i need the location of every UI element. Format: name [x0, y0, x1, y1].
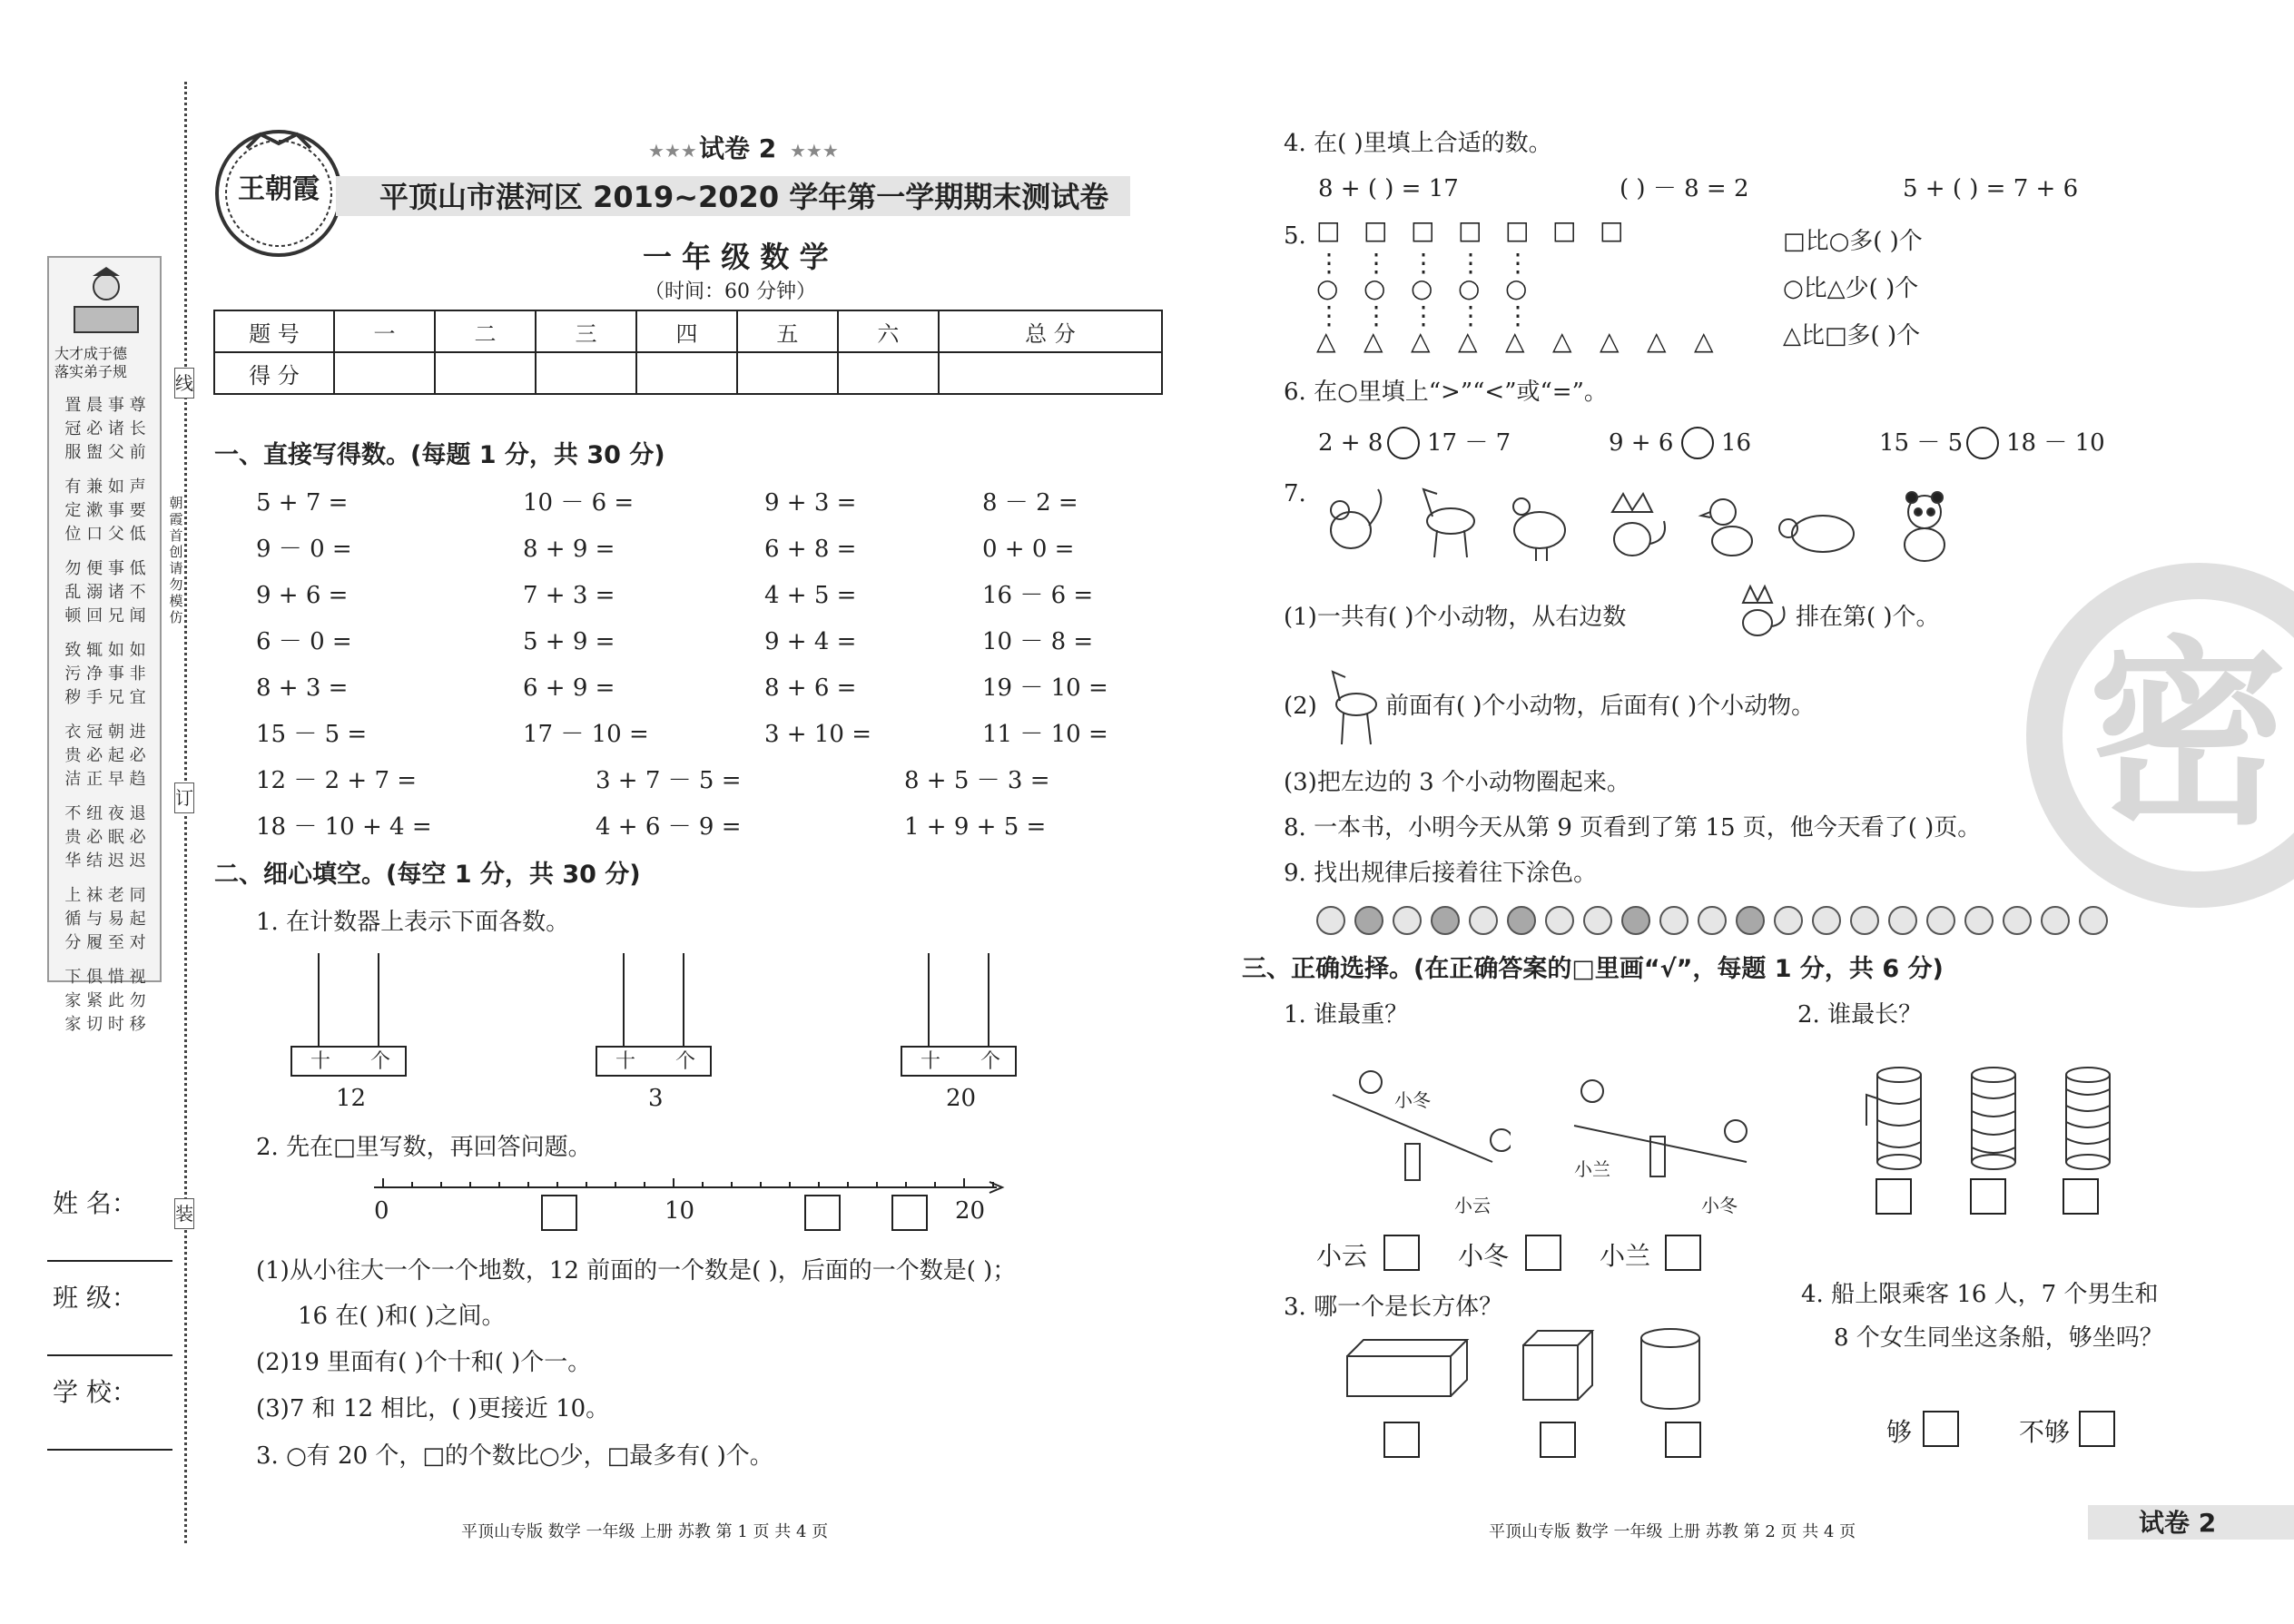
score-cell[interactable] — [838, 352, 939, 394]
s2-q1: 1. 在计数器上表示下面各数。 — [256, 909, 570, 936]
exam-badge: 试卷 2 — [699, 133, 777, 163]
square-shape: □ — [1458, 215, 1482, 245]
r-q6: 6. 在○里填上“>”“<”或“=”。 — [1284, 379, 1608, 406]
triangle-shape: △ — [1647, 326, 1667, 356]
color-bead[interactable] — [1926, 906, 1955, 935]
abacus-1-tens: 十 — [310, 1050, 331, 1073]
dot-mark: ⋮ — [1505, 300, 1531, 330]
mental-math-item[interactable]: 4 + 6 － 9 = — [596, 813, 742, 841]
c1-option-box-2[interactable] — [1525, 1235, 1561, 1271]
q7-2-b: 前面有( )个小动物，后面有( )个小动物。 — [1385, 693, 1816, 720]
dot-mark: ⋮ — [1316, 300, 1342, 330]
mental-math-item[interactable]: 5 + 7 = — [256, 489, 349, 517]
abacus-3[interactable] — [901, 953, 1019, 1117]
q7-1-b: 排在第( )个。 — [1796, 604, 1940, 631]
footer-tag: 试卷 2 — [2139, 1508, 2217, 1538]
c4-option-label-1: 够 — [1886, 1417, 1913, 1447]
r-q5: 5. — [1284, 222, 1306, 250]
q5-question-3: △比□多( )个 — [1783, 322, 1921, 349]
triangle-shape: △ — [1694, 326, 1714, 356]
score-cell[interactable] — [636, 352, 737, 394]
color-bead[interactable] — [1850, 906, 1879, 935]
motto-line-16: 不 纽 夜 退 — [64, 804, 146, 823]
mental-math-item[interactable]: 10 － 8 = — [982, 628, 1094, 655]
mental-math-item[interactable]: 7 + 3 = — [523, 582, 615, 609]
circle-shape: ○ — [1458, 273, 1481, 303]
s2-q2-2: (2)19 里面有( )个十和( )个一。 — [256, 1349, 592, 1376]
score-cell[interactable] — [435, 352, 536, 394]
turtle-icon — [1779, 516, 1854, 552]
cut-mark-ding: 订 — [174, 782, 194, 813]
color-bead[interactable] — [1812, 906, 1841, 935]
dot-mark: ⋮ — [1411, 248, 1436, 278]
motto-line-3: 服 盥 父 前 — [64, 443, 146, 462]
color-bead[interactable] — [1621, 906, 1650, 935]
triangle-shape: △ — [1411, 326, 1431, 356]
q6-right-3: 18 － 10 — [2006, 429, 2105, 457]
mental-math-item[interactable]: 8 － 2 = — [982, 489, 1078, 517]
motto-line-22: 下 俱 惜 视 — [64, 968, 146, 987]
numberline-answer-box-2[interactable] — [804, 1195, 841, 1231]
motto-line-11: 污 净 事 非 — [64, 664, 146, 684]
subject-title: 一 年 级 数 学 — [643, 240, 829, 274]
mental-math-item[interactable]: 19 － 10 = — [982, 674, 1108, 702]
mental-math-item[interactable]: 6 － 0 = — [256, 628, 352, 655]
mental-math-item[interactable]: 8 + 6 = — [764, 674, 857, 702]
school-label: 学 校： — [53, 1377, 137, 1407]
numberline-label-20: 20 — [955, 1197, 986, 1225]
circle-shape: ○ — [1316, 273, 1339, 303]
color-bead[interactable] — [1431, 906, 1460, 935]
footer-left: 平顶山专版 数学 一年级 上册 苏教 第 1 页 共 4 页 — [461, 1522, 829, 1541]
color-bead[interactable] — [1507, 906, 1536, 935]
score-cell[interactable] — [939, 352, 1162, 394]
spools — [1859, 1062, 2159, 1189]
score-header-5: 五 — [737, 310, 838, 352]
c1-option-box-1[interactable] — [1383, 1235, 1420, 1271]
motto-line-8: 乱 溺 诸 不 — [64, 583, 146, 602]
motto-line-20: 循 与 易 起 — [64, 910, 146, 929]
abacus-1[interactable] — [290, 953, 409, 1117]
mental-math-item[interactable]: 5 + 9 = — [523, 628, 615, 655]
color-bead[interactable] — [1659, 906, 1689, 935]
seesaw-scene-1 — [1329, 1062, 1511, 1198]
q5-question-2: ○比△少( )个 — [1783, 275, 1919, 302]
dot-mark: ⋮ — [1364, 300, 1389, 330]
motto-line-2: 冠 必 诸 长 — [64, 419, 146, 438]
circle-shape: ○ — [1505, 273, 1528, 303]
color-bead[interactable] — [1736, 906, 1765, 935]
c4-question-line-2: 8 个女生同坐这条船，够坐吗？ — [1834, 1324, 2163, 1352]
square-shape: □ — [1600, 215, 1624, 245]
r-q9: 9. 找出规律后接着往下涂色。 — [1284, 860, 1598, 887]
score-header-label: 题 号 — [214, 310, 334, 352]
mental-math-item[interactable]: 1 + 9 + 5 = — [904, 813, 1047, 841]
horse-icon — [1423, 489, 1474, 557]
badge-stars-left: ★★★ — [648, 140, 697, 162]
color-bead[interactable] — [1393, 906, 1422, 935]
brand-name: 王朝霞 — [238, 173, 320, 205]
score-row-label: 得 分 — [214, 352, 334, 394]
r-q4-item-1: 8 + ( ) = 17 — [1318, 175, 1459, 202]
motto-line-7: 勿 便 事 低 — [64, 559, 146, 578]
score-header-2: 二 — [435, 310, 536, 352]
panda-icon — [1905, 492, 1944, 561]
triangle-shape: △ — [1364, 326, 1383, 356]
q6-right-1: 17 － 7 — [1427, 429, 1511, 457]
dot-mark: ⋮ — [1458, 300, 1483, 330]
c2-question: 2. 谁最长？ — [1797, 1001, 1923, 1029]
score-cell[interactable] — [334, 352, 435, 394]
abacus-2-number: 3 — [648, 1085, 664, 1112]
motto-line-14: 贵 必 起 必 — [64, 746, 146, 765]
triangle-shape: △ — [1552, 326, 1572, 356]
dot-mark: ⋮ — [1458, 248, 1483, 278]
score-cell[interactable] — [536, 352, 636, 394]
mental-math-item[interactable]: 9 + 4 = — [764, 628, 857, 655]
color-bead[interactable] — [2003, 906, 2032, 935]
fox-small-icon — [1730, 581, 1794, 641]
color-bead[interactable] — [1545, 906, 1574, 935]
motto-line-24: 家 切 时 移 — [64, 1015, 146, 1034]
s2-q2-1: (1)从小往大一个一个地数，12 前面的一个数是( )，后面的一个数是( )； — [256, 1257, 1017, 1284]
s2-q3: 3. ○有 20 个，□的个数比○少，□最多有( )个。 — [256, 1442, 773, 1470]
motto-text — [58, 394, 153, 1037]
motto-line-10: 致 辄 如 如 — [64, 641, 146, 660]
mental-math-item[interactable]: 17 － 10 = — [523, 721, 649, 748]
abacus-3-ones: 个 — [980, 1050, 1001, 1073]
motto-line-13: 衣 冠 朝 进 — [64, 723, 146, 742]
c2-option-box-2[interactable] — [1970, 1178, 2006, 1215]
color-bead[interactable] — [1316, 906, 1345, 935]
abacus-2[interactable] — [596, 953, 714, 1117]
score-header-total: 总 分 — [939, 310, 1162, 352]
mental-math-item[interactable]: 0 + 0 = — [982, 536, 1075, 563]
school-line[interactable] — [47, 1449, 172, 1451]
numberline-answer-box-3[interactable] — [891, 1195, 928, 1231]
dot-mark: ⋮ — [1364, 248, 1389, 278]
mental-math-item[interactable]: 9 + 3 = — [764, 489, 857, 517]
class-line[interactable] — [47, 1354, 172, 1356]
s2-q2-3: (3)7 和 12 相比，( )更接近 10。 — [256, 1395, 610, 1422]
q7-2-a: (2) — [1284, 693, 1317, 720]
c3-option-box-2[interactable] — [1540, 1422, 1576, 1458]
q6-left-1: 2 + 8 — [1318, 429, 1383, 457]
seesaw1-name-bottom: 小云 — [1454, 1195, 1491, 1216]
triangle-shape: △ — [1316, 326, 1336, 356]
square-shape: □ — [1505, 215, 1530, 245]
section1-title: 一、直接写得数。(每题 1 分，共 30 分) — [214, 441, 665, 469]
class-label: 班 级： — [53, 1283, 137, 1313]
c1-option-label-1: 小云 — [1316, 1241, 1368, 1271]
sidebar-seal-text: 朝霞首创 请勿模仿 — [169, 495, 183, 625]
square-shape: □ — [1552, 215, 1577, 245]
motto-line-1: 置 晨 事 尊 — [64, 396, 146, 415]
c1-question: 1. 谁最重？ — [1284, 1001, 1409, 1029]
s2-q2-1b: 16 在( )和( )之间。 — [298, 1303, 506, 1330]
square-shape: □ — [1411, 215, 1435, 245]
name-label: 姓 名： — [53, 1188, 137, 1218]
color-bead[interactable] — [2041, 906, 2070, 935]
score-table — [213, 310, 1163, 395]
solids — [1342, 1325, 1723, 1416]
dot-mark: ⋮ — [1505, 248, 1531, 278]
r-q8: 8. 一本书，小明今天从第 9 页看到了第 15 页，他今天看了( )页。 — [1284, 814, 1982, 842]
motto-line-12: 秽 手 兄 宜 — [64, 688, 146, 707]
c1-option-label-2: 小冬 — [1458, 1241, 1510, 1271]
color-bead[interactable] — [1888, 906, 1917, 935]
q7-1-a: (1)一共有( )个小动物，从右边数 — [1284, 604, 1627, 631]
circle-shape: ○ — [1411, 273, 1433, 303]
numberline-label-10: 10 — [665, 1197, 695, 1225]
mental-math-item[interactable]: 8 + 3 = — [256, 674, 349, 702]
abacus-1-number: 12 — [336, 1085, 367, 1112]
dot-mark: ⋮ — [1411, 300, 1436, 330]
cut-mark-xian: 线 — [174, 368, 194, 399]
q5-question-1: □比○多( )个 — [1783, 228, 1923, 255]
motto-line-19: 上 袜 老 同 — [64, 886, 146, 905]
score-cell[interactable] — [737, 352, 838, 394]
mental-math-item[interactable]: 12 － 2 + 7 = — [256, 767, 418, 794]
motto-line-9: 顿 回 兄 闻 — [64, 606, 146, 625]
r-q7: 7. — [1284, 480, 1306, 507]
q6-compare-circle-2[interactable] — [1681, 427, 1714, 459]
color-bead[interactable] — [1964, 906, 1994, 935]
triangle-shape: △ — [1458, 326, 1478, 356]
mental-math-item[interactable]: 15 － 5 = — [256, 721, 368, 748]
q6-compare-circle-3[interactable] — [1966, 427, 1999, 459]
r-q4: 4. 在( )里填上合适的数。 — [1284, 130, 1552, 157]
motto-line-17: 贵 必 眠 必 — [64, 828, 146, 847]
footer-right: 平顶山专版 数学 一年级 上册 苏教 第 2 页 共 4 页 — [1489, 1522, 1856, 1541]
exam-title: 平顶山市湛河区 2019~2020 学年第一学期期末测试卷 — [379, 180, 1109, 214]
mental-math-item[interactable]: 9 + 6 = — [256, 582, 349, 609]
dot-mark: ⋮ — [1316, 248, 1342, 278]
squirrel-icon — [1331, 489, 1381, 548]
mental-math-item[interactable]: 3 + 7 － 5 = — [596, 767, 742, 794]
abacus-2-ones: 个 — [675, 1050, 696, 1073]
abacus-1-ones: 个 — [370, 1050, 391, 1073]
mental-math-item[interactable]: 6 + 8 = — [764, 536, 857, 563]
sidebar-motto-panel — [47, 256, 162, 1034]
badge-stars-right: ★★★ — [790, 140, 839, 162]
name-line[interactable] — [47, 1260, 172, 1262]
r-q4-item-2: ( ) － 8 = 2 — [1620, 175, 1749, 202]
number-line — [370, 1173, 1006, 1245]
c3-option-box-1[interactable] — [1383, 1422, 1420, 1458]
horse-small-icon — [1322, 659, 1385, 750]
mental-math-item[interactable]: 4 + 5 = — [764, 582, 857, 609]
cut-mark-zhuang: 装 — [174, 1198, 194, 1229]
motto-line-15: 洁 正 早 趋 — [64, 770, 146, 789]
animal-row — [1314, 476, 1968, 566]
q6-left-2: 9 + 6 — [1609, 429, 1674, 457]
mental-math-item[interactable]: 3 + 10 = — [764, 721, 871, 748]
mental-math-item[interactable]: 10 － 6 = — [523, 489, 635, 517]
c4-question-line-1: 4. 船上限乘客 16 人，7 个男生和 — [1801, 1281, 2159, 1308]
mental-math-item[interactable]: 8 + 9 = — [523, 536, 615, 563]
c1-option-label-3: 小兰 — [1600, 1241, 1651, 1271]
mental-math-item[interactable]: 6 + 9 = — [523, 674, 615, 702]
q6-compare-circle-1[interactable] — [1387, 427, 1420, 459]
score-header-6: 六 — [838, 310, 939, 352]
abacus-3-tens: 十 — [921, 1050, 941, 1073]
motto-line-21: 分 履 至 对 — [64, 933, 146, 952]
motto-line-18: 华 结 迟 迟 — [64, 851, 146, 871]
color-bead[interactable] — [1698, 906, 1727, 935]
motto-line-6: 位 口 父 低 — [64, 525, 146, 544]
s2-q2: 2. 先在□里写数，再回答问题。 — [256, 1134, 592, 1161]
section3-title: 三、正确选择。(在正确答案的□里画“√”，每题 1 分，共 6 分) — [1242, 955, 1944, 983]
c4-option-box-2[interactable] — [2079, 1411, 2115, 1447]
duckling-icon — [1701, 499, 1752, 556]
exam-time: （时间：60 分钟） — [645, 281, 816, 303]
numberline-answer-box-1[interactable] — [541, 1195, 577, 1231]
square-shape: □ — [1364, 215, 1388, 245]
seesaw2-name-left: 小兰 — [1574, 1158, 1610, 1180]
color-bead[interactable] — [1354, 906, 1383, 935]
motto-1: 大才成于德 — [54, 345, 128, 362]
hen-icon — [1513, 498, 1565, 561]
mental-math-item[interactable]: 11 － 10 = — [982, 721, 1108, 748]
section2-title: 二、细心填空。(每空 1 分，共 30 分) — [214, 861, 641, 889]
triangle-shape: △ — [1600, 326, 1620, 356]
score-header-4: 四 — [636, 310, 737, 352]
c4-option-label-2: 不够 — [2019, 1417, 2071, 1447]
c1-option-box-3[interactable] — [1665, 1235, 1701, 1271]
q7-3: (3)把左边的 3 个小动物圈起来。 — [1284, 769, 1630, 796]
motto-line-4: 有 兼 如 声 — [64, 477, 146, 497]
c3-option-box-3[interactable] — [1665, 1422, 1701, 1458]
r-q4-item-3: 5 + ( ) = 7 + 6 — [1903, 175, 2079, 202]
c2-option-box-1[interactable] — [1876, 1178, 1912, 1215]
score-header-3: 三 — [536, 310, 636, 352]
color-bead[interactable] — [1583, 906, 1612, 935]
color-bead[interactable] — [1469, 906, 1498, 935]
mental-math-item[interactable]: 9 － 0 = — [256, 536, 352, 563]
q6-left-3: 15 － 5 — [1879, 429, 1964, 457]
mental-math-item[interactable]: 8 + 5 － 3 = — [904, 767, 1050, 794]
fox-icon — [1612, 494, 1665, 556]
motto-line-23: 家 紧 此 勿 — [64, 991, 146, 1010]
abacus-2-tens: 十 — [615, 1050, 636, 1073]
score-header-1: 一 — [334, 310, 435, 352]
c3-question: 3. 哪一个是长方体？ — [1284, 1294, 1503, 1321]
seesaw2-name-right: 小冬 — [1701, 1195, 1738, 1216]
circle-shape: ○ — [1364, 273, 1386, 303]
motto-2: 落实弟子规 — [54, 363, 128, 380]
confidential-seal-text: 密 — [2088, 619, 2289, 851]
mental-math-item[interactable]: 16 － 6 = — [982, 582, 1094, 609]
motto-line-5: 定 漱 事 要 — [64, 501, 146, 520]
triangle-shape: △ — [1505, 326, 1525, 356]
square-shape: □ — [1316, 215, 1341, 245]
abacus-3-number: 20 — [946, 1085, 977, 1112]
color-bead[interactable] — [1774, 906, 1803, 935]
color-bead[interactable] — [2079, 906, 2108, 935]
c4-option-box-1[interactable] — [1923, 1411, 1959, 1447]
seesaw1-name-top: 小冬 — [1394, 1089, 1431, 1111]
q6-right-2: 16 — [1721, 429, 1752, 457]
student-figure-icon — [65, 267, 147, 340]
c2-option-box-3[interactable] — [2063, 1178, 2099, 1215]
mental-math-item[interactable]: 18 － 10 + 4 = — [256, 813, 432, 841]
numberline-label-0: 0 — [374, 1197, 389, 1225]
